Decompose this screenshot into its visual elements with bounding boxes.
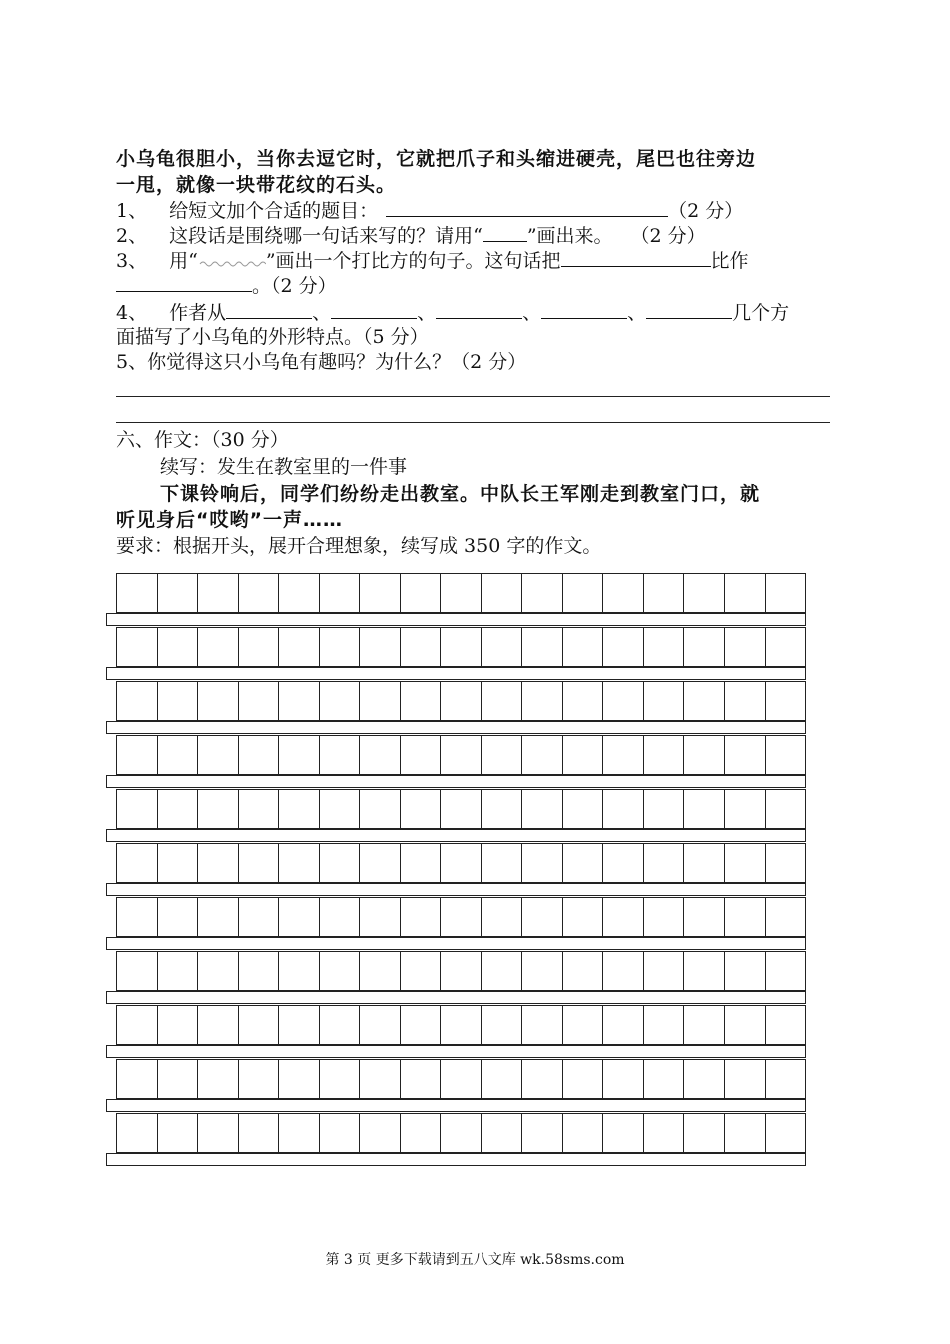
grid-cell[interactable] bbox=[522, 682, 563, 720]
grid-cell[interactable] bbox=[684, 952, 725, 990]
question-1 bbox=[116, 198, 743, 223]
q3-text-mid: ”画出一个打比方的句子。这句话把 bbox=[265, 250, 561, 272]
grid-row[interactable] bbox=[116, 1059, 806, 1099]
grid-cell[interactable] bbox=[644, 574, 685, 612]
grid-cell[interactable] bbox=[401, 844, 442, 882]
grid-cell[interactable] bbox=[725, 736, 766, 774]
grid-cell[interactable] bbox=[320, 628, 361, 666]
grid-cell[interactable] bbox=[239, 790, 280, 828]
grid-cell[interactable] bbox=[320, 574, 361, 612]
passage-line-2: 一甩，就像一块带花纹的石头。 bbox=[116, 174, 397, 196]
q4-blank-5[interactable] bbox=[646, 300, 732, 319]
grid-cell[interactable] bbox=[198, 736, 239, 774]
q1-score: （2 分） bbox=[668, 200, 744, 222]
grid-cell[interactable] bbox=[239, 1114, 280, 1152]
grid-cell[interactable] bbox=[320, 1006, 361, 1044]
q2-text-after: ”画出来。 bbox=[526, 225, 613, 247]
passage-line-1: 小乌龟很胆小，当你去逗它时，它就把爪子和头缩进硬壳，尾巴也往旁边 bbox=[116, 148, 757, 170]
grid-cell[interactable] bbox=[644, 736, 685, 774]
grid-row[interactable] bbox=[116, 735, 806, 775]
grid-cell[interactable] bbox=[522, 790, 563, 828]
grid-cell[interactable] bbox=[603, 682, 644, 720]
grid-cell[interactable] bbox=[401, 952, 442, 990]
grid-cell[interactable] bbox=[766, 1060, 807, 1098]
grid-cell[interactable] bbox=[279, 790, 320, 828]
grid-cell[interactable] bbox=[360, 952, 401, 990]
grid-cell[interactable] bbox=[198, 682, 239, 720]
grid-cell[interactable] bbox=[482, 574, 523, 612]
grid-cell[interactable] bbox=[158, 1060, 199, 1098]
q3-number: 3、 bbox=[116, 250, 148, 272]
grid-row-spacer bbox=[106, 613, 806, 626]
grid-cell[interactable] bbox=[360, 844, 401, 882]
grid-cell[interactable] bbox=[279, 952, 320, 990]
grid-row-spacer bbox=[106, 991, 806, 1004]
grid-cell[interactable] bbox=[441, 844, 482, 882]
grid-cell[interactable] bbox=[401, 1060, 442, 1098]
grid-row[interactable] bbox=[116, 951, 806, 991]
grid-cell[interactable] bbox=[563, 1114, 604, 1152]
grid-cell[interactable] bbox=[766, 952, 807, 990]
composition-heading: 六、作文：（30 分） bbox=[116, 429, 289, 451]
grid-cell[interactable] bbox=[522, 736, 563, 774]
grid-cell[interactable] bbox=[441, 1060, 482, 1098]
grid-cell[interactable] bbox=[239, 682, 280, 720]
grid-cell[interactable] bbox=[441, 898, 482, 936]
grid-cell[interactable] bbox=[563, 682, 604, 720]
q4-blank-1[interactable] bbox=[226, 300, 312, 319]
grid-cell[interactable] bbox=[766, 790, 807, 828]
grid-cell[interactable] bbox=[482, 952, 523, 990]
grid-cell[interactable] bbox=[279, 574, 320, 612]
grid-cell[interactable] bbox=[198, 952, 239, 990]
grid-row-spacer bbox=[106, 721, 806, 734]
question-2 bbox=[116, 223, 706, 248]
grid-cell[interactable] bbox=[563, 844, 604, 882]
grid-row[interactable] bbox=[116, 1005, 806, 1045]
grid-cell[interactable] bbox=[401, 574, 442, 612]
grid-cell[interactable] bbox=[603, 736, 644, 774]
grid-cell[interactable] bbox=[117, 1060, 158, 1098]
grid-cell[interactable] bbox=[158, 898, 199, 936]
grid-cell[interactable] bbox=[239, 898, 280, 936]
grid-cell[interactable] bbox=[766, 736, 807, 774]
grid-cell[interactable] bbox=[401, 1006, 442, 1044]
grid-row-spacer bbox=[106, 937, 806, 950]
grid-cell[interactable] bbox=[684, 574, 725, 612]
grid-cell[interactable] bbox=[279, 1060, 320, 1098]
q4-separator: 、 bbox=[312, 302, 332, 324]
question-4-line-2: 面描写了小乌龟的外形特点。（5 分） bbox=[116, 326, 429, 348]
grid-cell[interactable] bbox=[239, 736, 280, 774]
q4-separator: 、 bbox=[417, 302, 437, 324]
grid-cell[interactable] bbox=[360, 736, 401, 774]
grid-row-spacer bbox=[106, 775, 806, 788]
grid-cell[interactable] bbox=[725, 898, 766, 936]
question-3 bbox=[116, 248, 749, 273]
grid-cell[interactable] bbox=[684, 790, 725, 828]
grid-cell[interactable] bbox=[198, 898, 239, 936]
grid-cell[interactable] bbox=[725, 790, 766, 828]
grid-cell[interactable] bbox=[603, 574, 644, 612]
grid-cell[interactable] bbox=[603, 790, 644, 828]
grid-cell[interactable] bbox=[320, 1060, 361, 1098]
grid-cell[interactable] bbox=[360, 1114, 401, 1152]
grid-cell[interactable] bbox=[684, 844, 725, 882]
q4-blank-3[interactable] bbox=[436, 300, 522, 319]
q4-blank-4[interactable] bbox=[541, 300, 627, 319]
grid-cell[interactable] bbox=[482, 898, 523, 936]
grid-cell[interactable] bbox=[725, 952, 766, 990]
grid-cell[interactable] bbox=[239, 952, 280, 990]
q3-text-after: 比作 bbox=[710, 250, 749, 272]
grid-cell[interactable] bbox=[401, 682, 442, 720]
grid-cell[interactable] bbox=[117, 1006, 158, 1044]
grid-cell[interactable] bbox=[441, 790, 482, 828]
grid-cell[interactable] bbox=[522, 1114, 563, 1152]
grid-cell[interactable] bbox=[158, 1114, 199, 1152]
grid-cell[interactable] bbox=[401, 736, 442, 774]
grid-cell[interactable] bbox=[644, 790, 685, 828]
grid-cell[interactable] bbox=[279, 736, 320, 774]
grid-cell[interactable] bbox=[117, 952, 158, 990]
grid-cell[interactable] bbox=[684, 628, 725, 666]
grid-cell[interactable] bbox=[279, 1006, 320, 1044]
composition-topic: 续写：发生在教室里的一件事 bbox=[160, 456, 408, 478]
grid-cell[interactable] bbox=[684, 736, 725, 774]
grid-cell[interactable] bbox=[522, 844, 563, 882]
grid-cell[interactable] bbox=[360, 1060, 401, 1098]
grid-cell[interactable] bbox=[117, 898, 158, 936]
q4-separator: 、 bbox=[627, 302, 647, 324]
grid-cell[interactable] bbox=[563, 1006, 604, 1044]
grid-cell[interactable] bbox=[482, 682, 523, 720]
q4-separator: 、 bbox=[522, 302, 542, 324]
grid-cell[interactable] bbox=[158, 736, 199, 774]
grid-cell[interactable] bbox=[279, 844, 320, 882]
q1-text: 给短文加个合适的题目： bbox=[169, 200, 379, 222]
grid-cell[interactable] bbox=[279, 682, 320, 720]
grid-cell[interactable] bbox=[239, 1060, 280, 1098]
grid-cell[interactable] bbox=[198, 790, 239, 828]
q3-score: 。（2 分） bbox=[252, 275, 337, 297]
grid-cell[interactable] bbox=[482, 1006, 523, 1044]
grid-cell[interactable] bbox=[198, 844, 239, 882]
grid-cell[interactable] bbox=[482, 1060, 523, 1098]
grid-cell[interactable] bbox=[441, 1006, 482, 1044]
grid-cell[interactable] bbox=[117, 574, 158, 612]
grid-row[interactable] bbox=[116, 897, 806, 937]
grid-cell[interactable] bbox=[158, 790, 199, 828]
grid-cell[interactable] bbox=[644, 1006, 685, 1044]
grid-cell[interactable] bbox=[725, 574, 766, 612]
grid-cell[interactable] bbox=[158, 628, 199, 666]
grid-cell[interactable] bbox=[522, 628, 563, 666]
grid-cell[interactable] bbox=[766, 898, 807, 936]
grid-cell[interactable] bbox=[603, 1060, 644, 1098]
grid-cell[interactable] bbox=[279, 628, 320, 666]
grid-cell[interactable] bbox=[158, 574, 199, 612]
grid-cell[interactable] bbox=[239, 574, 280, 612]
grid-row[interactable] bbox=[116, 1113, 806, 1153]
wavy-underline-icon bbox=[198, 253, 266, 267]
grid-cell[interactable] bbox=[725, 628, 766, 666]
grid-row-spacer bbox=[106, 667, 806, 680]
grid-row[interactable] bbox=[116, 681, 806, 721]
grid-cell[interactable] bbox=[522, 1060, 563, 1098]
grid-cell[interactable] bbox=[603, 1006, 644, 1044]
q4-number: 4、 bbox=[116, 302, 148, 324]
grid-cell[interactable] bbox=[441, 574, 482, 612]
grid-cell[interactable] bbox=[239, 1006, 280, 1044]
grid-cell[interactable] bbox=[563, 628, 604, 666]
grid-cell[interactable] bbox=[320, 1114, 361, 1152]
q1-number: 1、 bbox=[116, 200, 148, 222]
grid-cell[interactable] bbox=[360, 628, 401, 666]
grid-cell[interactable] bbox=[158, 844, 199, 882]
grid-cell[interactable] bbox=[320, 682, 361, 720]
grid-cell[interactable] bbox=[441, 628, 482, 666]
grid-cell[interactable] bbox=[563, 736, 604, 774]
grid-cell[interactable] bbox=[320, 790, 361, 828]
q3-blank-object[interactable] bbox=[116, 273, 252, 292]
grid-cell[interactable] bbox=[603, 844, 644, 882]
grid-cell[interactable] bbox=[482, 736, 523, 774]
grid-cell[interactable] bbox=[603, 898, 644, 936]
grid-cell[interactable] bbox=[117, 790, 158, 828]
question-5: 5、你觉得这只小乌龟有趣吗？为什么？（2 分） bbox=[116, 351, 527, 373]
grid-cell[interactable] bbox=[360, 1006, 401, 1044]
grid-cell[interactable] bbox=[360, 790, 401, 828]
page-footer: 第 3 页 更多下载请到五八文库 wk.58sms.com bbox=[325, 1252, 625, 1268]
grid-cell[interactable] bbox=[482, 628, 523, 666]
grid-row[interactable] bbox=[116, 573, 806, 613]
grid-cell[interactable] bbox=[603, 952, 644, 990]
grid-cell[interactable] bbox=[603, 1114, 644, 1152]
grid-cell[interactable] bbox=[239, 844, 280, 882]
grid-cell[interactable] bbox=[563, 898, 604, 936]
grid-row-spacer bbox=[106, 1045, 806, 1058]
grid-cell[interactable] bbox=[158, 682, 199, 720]
grid-cell[interactable] bbox=[198, 1060, 239, 1098]
grid-cell[interactable] bbox=[644, 628, 685, 666]
q3-blank-subject[interactable] bbox=[561, 248, 711, 267]
grid-cell[interactable] bbox=[766, 628, 807, 666]
grid-row-spacer bbox=[106, 1099, 806, 1112]
q2-text-before: 这段话是围绕哪一句话来写的？请用“ bbox=[169, 225, 483, 247]
q1-title-blank[interactable] bbox=[386, 198, 668, 217]
grid-cell[interactable] bbox=[684, 682, 725, 720]
grid-cell[interactable] bbox=[684, 1060, 725, 1098]
grid-cell[interactable] bbox=[563, 1060, 604, 1098]
grid-cell[interactable] bbox=[725, 1060, 766, 1098]
grid-cell[interactable] bbox=[684, 1114, 725, 1152]
grid-cell[interactable] bbox=[117, 736, 158, 774]
grid-cell[interactable] bbox=[360, 574, 401, 612]
composition-opening-line-1: 下课铃响后，同学们纷纷走出教室。中队长王军刚走到教室门口，就 bbox=[160, 483, 761, 505]
composition-opening-line-2: 听见身后“哎哟”一声…… bbox=[116, 509, 343, 531]
grid-cell[interactable] bbox=[644, 844, 685, 882]
grid-cell[interactable] bbox=[482, 790, 523, 828]
grid-row[interactable] bbox=[116, 789, 806, 829]
grid-cell[interactable] bbox=[441, 952, 482, 990]
grid-cell[interactable] bbox=[725, 1006, 766, 1044]
grid-cell[interactable] bbox=[766, 574, 807, 612]
q4-blank-2[interactable] bbox=[331, 300, 417, 319]
grid-cell[interactable] bbox=[644, 682, 685, 720]
grid-cell[interactable] bbox=[522, 952, 563, 990]
grid-cell[interactable] bbox=[360, 898, 401, 936]
grid-cell[interactable] bbox=[320, 844, 361, 882]
answer-line-2[interactable] bbox=[116, 422, 830, 423]
q4-text-after: 几个方 bbox=[732, 302, 790, 324]
grid-cell[interactable] bbox=[320, 736, 361, 774]
grid-cell[interactable] bbox=[401, 790, 442, 828]
grid-cell[interactable] bbox=[198, 628, 239, 666]
grid-cell[interactable] bbox=[117, 682, 158, 720]
grid-cell[interactable] bbox=[441, 682, 482, 720]
grid-cell[interactable] bbox=[766, 844, 807, 882]
grid-cell[interactable] bbox=[441, 1114, 482, 1152]
grid-cell[interactable] bbox=[766, 1006, 807, 1044]
grid-cell[interactable] bbox=[563, 952, 604, 990]
grid-cell[interactable] bbox=[401, 898, 442, 936]
q3-text-before: 用“ bbox=[169, 250, 198, 272]
grid-cell[interactable] bbox=[644, 1060, 685, 1098]
grid-cell[interactable] bbox=[603, 628, 644, 666]
grid-cell[interactable] bbox=[725, 682, 766, 720]
q2-score: （2 分） bbox=[630, 225, 706, 247]
q2-number: 2、 bbox=[116, 225, 148, 247]
grid-cell[interactable] bbox=[482, 1114, 523, 1152]
q2-underline-sample bbox=[483, 223, 527, 242]
grid-cell[interactable] bbox=[644, 898, 685, 936]
grid-cell[interactable] bbox=[684, 898, 725, 936]
grid-cell[interactable] bbox=[766, 1114, 807, 1152]
grid-cell[interactable] bbox=[279, 898, 320, 936]
grid-cell[interactable] bbox=[522, 1006, 563, 1044]
grid-cell[interactable] bbox=[401, 1114, 442, 1152]
grid-cell[interactable] bbox=[198, 574, 239, 612]
grid-cell[interactable] bbox=[725, 1114, 766, 1152]
grid-cell[interactable] bbox=[644, 1114, 685, 1152]
grid-cell[interactable] bbox=[320, 898, 361, 936]
grid-row-spacer bbox=[106, 1153, 806, 1166]
grid-row[interactable] bbox=[116, 843, 806, 883]
grid-cell[interactable] bbox=[644, 952, 685, 990]
grid-cell[interactable] bbox=[320, 952, 361, 990]
grid-cell[interactable] bbox=[563, 790, 604, 828]
grid-cell[interactable] bbox=[522, 898, 563, 936]
grid-cell[interactable] bbox=[198, 1006, 239, 1044]
question-4 bbox=[116, 300, 789, 325]
answer-line-1[interactable] bbox=[116, 396, 830, 397]
grid-cell[interactable] bbox=[117, 628, 158, 666]
grid-cell[interactable] bbox=[117, 844, 158, 882]
grid-cell[interactable] bbox=[725, 844, 766, 882]
q4-text-before: 作者从 bbox=[169, 302, 227, 324]
grid-cell[interactable] bbox=[117, 1114, 158, 1152]
grid-cell[interactable] bbox=[158, 1006, 199, 1044]
grid-cell[interactable] bbox=[684, 1006, 725, 1044]
grid-cell[interactable] bbox=[441, 736, 482, 774]
composition-requirement: 要求：根据开头，展开合理想象，续写成 350 字的作文。 bbox=[116, 535, 602, 557]
grid-cell[interactable] bbox=[360, 682, 401, 720]
grid-cell[interactable] bbox=[279, 1114, 320, 1152]
grid-cell[interactable] bbox=[766, 682, 807, 720]
grid-cell[interactable] bbox=[563, 574, 604, 612]
grid-cell[interactable] bbox=[158, 952, 199, 990]
grid-cell[interactable] bbox=[482, 844, 523, 882]
grid-cell[interactable] bbox=[401, 628, 442, 666]
grid-row[interactable] bbox=[116, 627, 806, 667]
grid-cell[interactable] bbox=[198, 1114, 239, 1152]
grid-cell[interactable] bbox=[239, 628, 280, 666]
grid-row-spacer bbox=[106, 883, 806, 896]
grid-cell[interactable] bbox=[522, 574, 563, 612]
question-3-line-2 bbox=[116, 273, 337, 298]
grid-row-spacer bbox=[106, 829, 806, 842]
